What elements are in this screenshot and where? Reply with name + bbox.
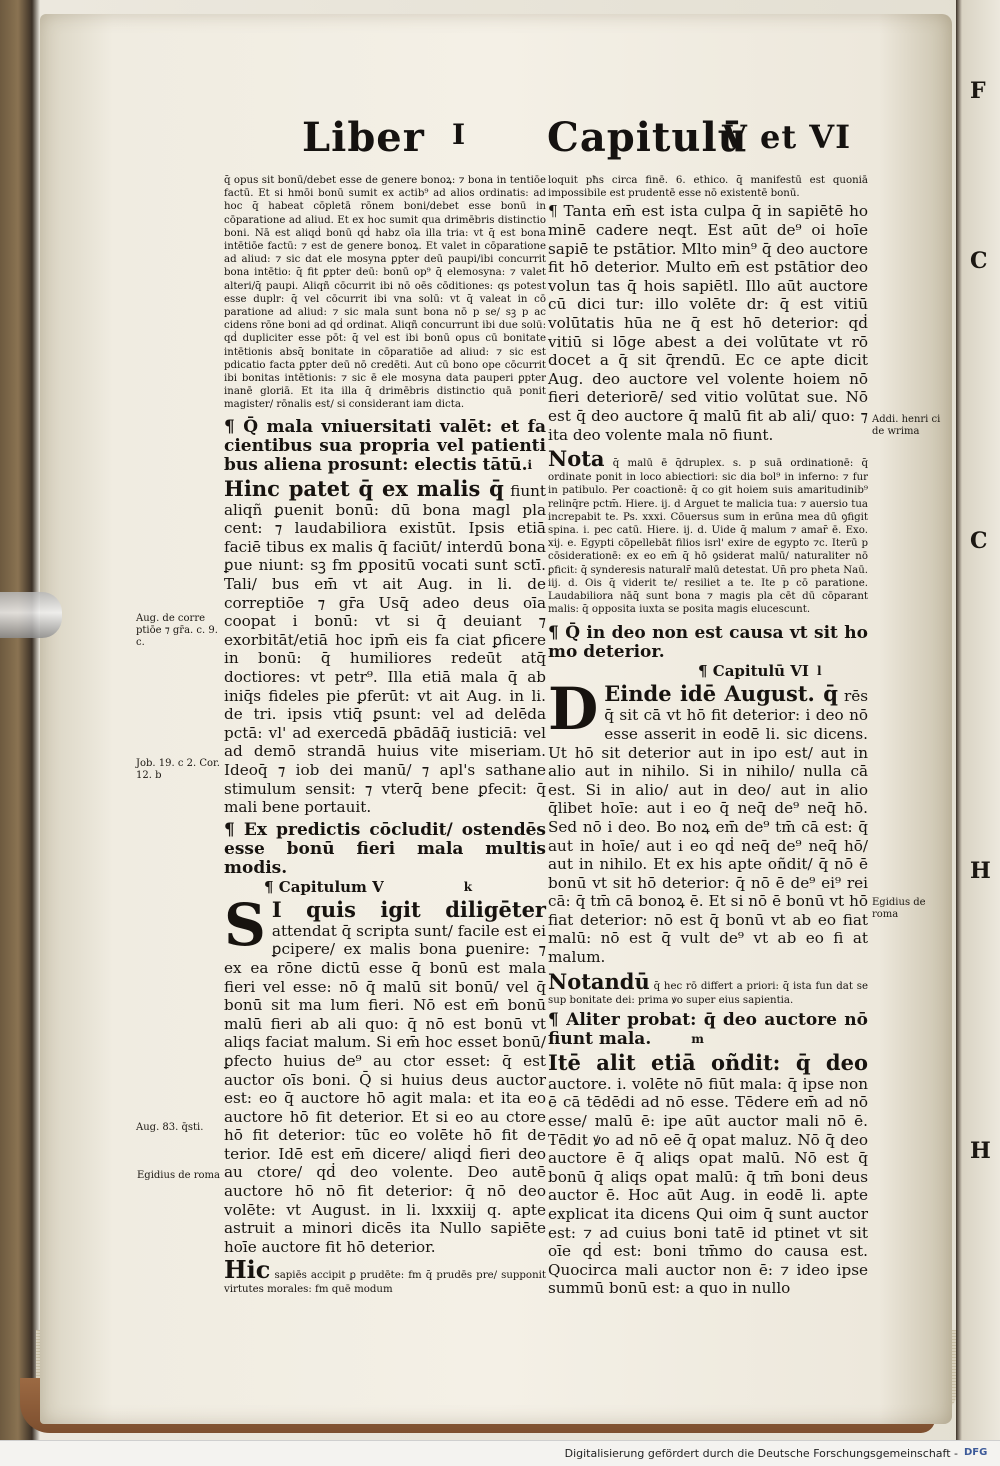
paragraph — [224, 1255, 546, 1295]
facing-page-fragment: H — [970, 858, 991, 884]
section-heading — [548, 1011, 868, 1049]
facing-page-fragment: F — [970, 78, 986, 104]
dfg-logo: DFG — [964, 1447, 988, 1458]
chapter-label — [224, 878, 546, 896]
decorated-initial: D — [548, 675, 599, 744]
paragraph — [548, 675, 868, 967]
signature-mark: l — [816, 664, 822, 679]
paragraph-text: auctore. i. volēte nō fiūt mala: q̄ ipse non ē cā tēdēdi ad nō esse. Tēdere em̄ ad nō esse/ malū ē: ipe aūt auctor mali nō ē. Tēdit ꝟo ad nō eē q̄ opat maluz. Nō q̄ deo auctore ē q̄ aliqs opat malū. Nō est q̄ bonū q̄ aliqs opat malū: q̄ tm̄ boni deus auctor ē. Hoc aūt Aug. in eodē li. apte explicat ita dicens Qui oim q̄ sunt auctor est: ⁊ ad cuius boni tatē id ptinet vt sit oīe qḋ est: boni tm̄mo do causa est. Quocirca mali auctor non ē: ⁊ ideo ipse summū bonū est: a quo in nullo — [548, 1074, 868, 1298]
section-heading: ¶ Q̄ in deo non est causa vt sit ho mo deterior. — [548, 623, 868, 663]
paragraph-lead: Itē alit etiā oñdit: q̄ deo — [548, 1049, 868, 1075]
paragraph-lead: I quis igit diligēter — [271, 896, 546, 922]
viewer-footer — [0, 1440, 1000, 1466]
facing-page-fragment: H — [970, 1138, 991, 1164]
facing-page-fragment: C — [970, 248, 988, 274]
header-book-number: I — [452, 118, 467, 151]
paragraph-text: sapiēs accipit ꝑ prudēte: fm q̄ prudēs pre/ supponit virtutes morales: fm quē modum — [224, 1270, 546, 1295]
paragraph-lead: Hic — [224, 1255, 271, 1285]
paragraph-text: attendat q̄ scripta sunt/ facile est ei ꝑcipere/ ex malis bona ꝑuenire: ⁊ ex ea rōne dictū esse q̄ bonū est mala fieri vel esse: nō q̄ malū sit bonū/ vel q̄ bonū sit ma lum fieri. Nō est em̄ bonū malū fieri ab ali quo: q̄ nō est bonū vt aliqs faciat malum. Si em̄ hoc esset bonū/ ꝑfecto huius de⁹ au ctor esset: q̄ est auctor oīs boni. Q̄ si huius deus auctor est: eo q̄ auctore hō agit mala: et ita eo auctore hō fit deterior. Et si eo au ctore hō fit deterior: tūc eo volēte hō fit de terior. Idē est em̄ dicere/ aliqḋ fieri deo au ctore/ qḋ deo volente. Deo autē auctore hō nō fit deterior: q̄ nō deo volēte: vt August. in li. lxxxiij q. apte astruit a minori dicēs ita Nullo sapiēte hoīe auctore fit hō deterior. — [224, 921, 546, 1256]
margin-note: Job. 19. c 2. Cor. 12. b — [136, 758, 220, 781]
margin-note: Egidius de roma — [137, 1170, 220, 1181]
paragraph — [224, 890, 546, 1257]
margin-note: Aug. 83. q̄sti. — [136, 1122, 204, 1133]
paragraph-lead: Einde idē August. q̄ — [604, 681, 838, 707]
header-chapter-numbers: V et VI — [722, 118, 852, 156]
margin-note: Addi. henri ci de wrima — [872, 414, 941, 437]
paragraph-text: fiunt aliqñ ꝑuenit bonū: dū bona magl pla cent: ⁊ laudabiliora existūt. Ipsis etiā faciē tibus ex malis q̄ faciūt/ interdū bona ꝑue niunt: sꝫ fm ꝑpositū vocati sunt sctī. Tali/ bus em̄ vt ait Aug. in li. de correptiōe ⁊ gr̄a Usq̄ adeo deus oīa coopat i bonū: vt si q̄ deuiant ⁊ exorbitāt/etiā hoc ipm̄ eis fa ciat ꝑficere in bonū: q̄ humiliores redeūt atq̄ doctiores: vt petr⁹. Illa etiā mala q̄ ab iniq̄s fideles pie ꝑferūt: vt ait Aug. in li. de tri. ipsis vtiq̄ ꝑsunt: vel ad delēda pctā: vl' ad exercedā ꝑbādāq̄ iusticiā: vel ad demō strandā huius vite miseriam. Ideoq̄ ⁊ iob dei manū/ ⁊ apl's sathane stimulum sensit: ⁊ vterq̄ bene ꝑfecit: q̄ mali bene portauit. — [224, 481, 547, 817]
facing-page-strip — [956, 0, 1000, 1440]
section-heading-text: ¶ Q̄ mala vniuersitati valēt: et fa cientibus sua propria vel patienti bus aliena prosunt: electis tātū. — [224, 416, 546, 475]
signature-mark: m — [691, 1031, 704, 1046]
paragraph: loquit pħs circa finē. 6. ethico. q̄ manifestū est quoniā impossibile est prudentē esse nō existentē bonū. — [548, 175, 868, 200]
paragraph-lead: Notandū — [548, 968, 650, 994]
section-heading: ¶ Ex predictis cōcludit/ ostendēs esse bonū fieri mala multis modis. — [224, 819, 546, 878]
left-text-column — [224, 174, 546, 1296]
right-text-column — [548, 174, 868, 1298]
chapter-label-text: ¶ Capitulū VI — [698, 662, 809, 681]
section-heading-text: ¶ Aliter probat: q̄ deo auctore nō fiunt mala. — [548, 1009, 868, 1049]
running-header — [302, 114, 922, 174]
paragraph-text: rēs q̄ sit cā vt hō fit deterior: i deo nō esse asserit in eodē li. sic dicens. Ut hō sit deterior aut in ipo est/ aut in alio aut in nihilo. Si in nihilo/ nulla cā est. Si in alio/ aut in deo/ aut in alio q̄libet hoīe: aut i eo q̄ neq̄ de⁹ neq̄ hō. Sed nō i deo. Bo noꝝ em̄ de⁹ tm̄ cā est: q̄ aut in hoīe/ aut i eo qḋ neq̄ de⁹ neq̄ hō/ aut in nihilo. Et ex his apte oñdit/ q̄ nō ē bonū vt sit hō deterior: q̄ nō ē de⁹ ei⁹ rei cā: q̄ tm̄ cā bonoꝝ ē. Et si nō ē bonū vt hō fiat deterior: nō est q̄ bonū vt ab eo fiat malū: nō est q̄ vult de⁹ vt ab eo fi at malum. — [548, 687, 868, 967]
paragraph: q̄ opus sit bonū/debet esse de genere bonoꝝ: ⁊ bona in tentiōe factū. Et si hmōi bonū sumit ex actib⁹ ad alios ordinatis: ad hoc q̄ habeat cōpletā rōnem boni/debet esse bonū in cōparatione ad aliud. Et ex hoc sumit qua drimēbris distinctio boni. Nā est aliqḋ bonū qḋ habz oīa illa tria: vt q̄ est bona intētiōe factū: ⁊ est de genere bonoꝝ. Et valet in cōparatione ad aliud: ⁊ sic dat ele mosyna ꝑpter deū paupi/ibi concurrit bona intētio: q̄ fit ꝑpter deū: bonū op⁹ q̄ elemosyna: ⁊ valet alteri/q̄ paupi. Aliqñ cōcurrit ibi nō oēs cōditiones: qs potest esse duplr: q̄ vel cōcurrit ibi vna solū: vt q̄ valeat in cō paratione ad aliud: ⁊ sic mala sunt bona nō p se/ sꝫ p ac cidens rōne boni ad qḋ ordinat. Aliqñ concurrunt ibi due solū: qḋ dupliciter esse pōt: q̄ vel est ibi bonū opus cū bonitate intētionis absq̄ bonitate in cōparatiōe ad aliud: ⁊ sic est pdicatio facta ꝑpter deū nō credēti. Aut cū bono ope cōcurrit ibi bonitas intētionis: ⁊ sic ē ele mosyna data pauperi ꝑpter inanē gloriā. Et ita illa q̄ drimēbris distinctio quā ponit magister/ rōnalis est/ si considerant iam dicta. — [224, 175, 546, 411]
paragraph: ¶ Tanta em̄ est ista culpa q̄ in sapiētē ho minē cadere neqt. Est aūt de⁹ oi hoīe sapiē te pstātior. Mlto min⁹ q̄ deo auctore fit hō deterior. Multo em̄ est pstātior deo volun tas q̄ hois sapiētl. Illo aūt auctore cū dici tur: illo volēte dr: q̄ est vitiū volūtatis hūa ne q̄ est hō deterior: qḋ vitiū si lōge abest a dei volūtate vt rō docet a q̄ sit q̄rendū. Ec ce apte dicit Aug. deo auctore vel volente hoiem nō fieri deteriorē/ sed vitio volūtat sue. Nō est q̄ deo auctore q̄ malū fit ab ali/ quo: ⁊ ita deo volente mala nō fiunt. — [548, 202, 868, 444]
section-heading — [224, 418, 546, 475]
header-liber: Liber — [302, 114, 425, 161]
chapter-label-text: ¶ Capitulum V — [264, 877, 384, 896]
margin-note: Egidius de roma — [872, 897, 926, 920]
margin-note: Aug. de corre ptiōe ⁊ gr̄a. c. 9. c. — [136, 613, 218, 648]
signature-mark: i — [527, 457, 533, 472]
header-capitulum: Capitulū — [547, 114, 748, 161]
page-content — [40, 14, 952, 1424]
paragraph — [548, 1051, 868, 1298]
facing-page-fragment: C — [970, 528, 988, 554]
funding-credit: Digitalisierung gefördert durch die Deutsche Forschungsgemeinschaft - — [564, 1447, 958, 1460]
signature-mark: k — [463, 879, 473, 894]
paragraph — [548, 970, 868, 1007]
paragraph-text: q̄ malū ē q̄druplex. s. p suā ordinationē: q̄ ordinate ponit in loco abiectiori: sic dia bol⁹ in inferno: ⁊ fur in patibulo. Per coactionē: q̄ co git hoiem suis amaritudinib⁹ relinq̄re pctm̄. Hiere. ij. d Arguet te malicia tua: ⁊ auersio tua increpabit te. Ps. xxxi. Cōuersus sum in erūna mea dū ꝯfigit spina. i. pec catū. Hiere. ij. d. Uide q̄ malum ⁊ amar̄ ē. Exo. xij. e. Egypti cōpellebāt filios isrl' exire de egypto ⁊c. Iterū p cōsiderationē: ex eo em̄ q̄ hō ꝯsiderat malū/ naturaliter nō ꝑficit: q̄ synderesis naturalr̄ malū detestat. Un̄ pro pheta Naū. iij. d. Ois q̄ viderit te/ resiliet a te. Ite p cō paratione. Laudabiliora nāq̄ sunt bona ⁊ magis pla cēt dū cōparant malis: q̄ opposita iuxta se posita magis elucescunt. — [548, 458, 868, 616]
paragraph-lead: Nota — [548, 446, 605, 472]
paragraph-lead: Hinc patet q̄ ex malis q̄ — [224, 475, 504, 501]
paragraph — [548, 447, 868, 616]
decorated-initial: S — [224, 890, 266, 959]
paragraph-text: q̄ hec rō differt a priori: q̄ ista fun dat se sup bonitate dei: prima ꝟo super eius sapientia. — [548, 980, 868, 1006]
paragraph — [224, 477, 546, 817]
